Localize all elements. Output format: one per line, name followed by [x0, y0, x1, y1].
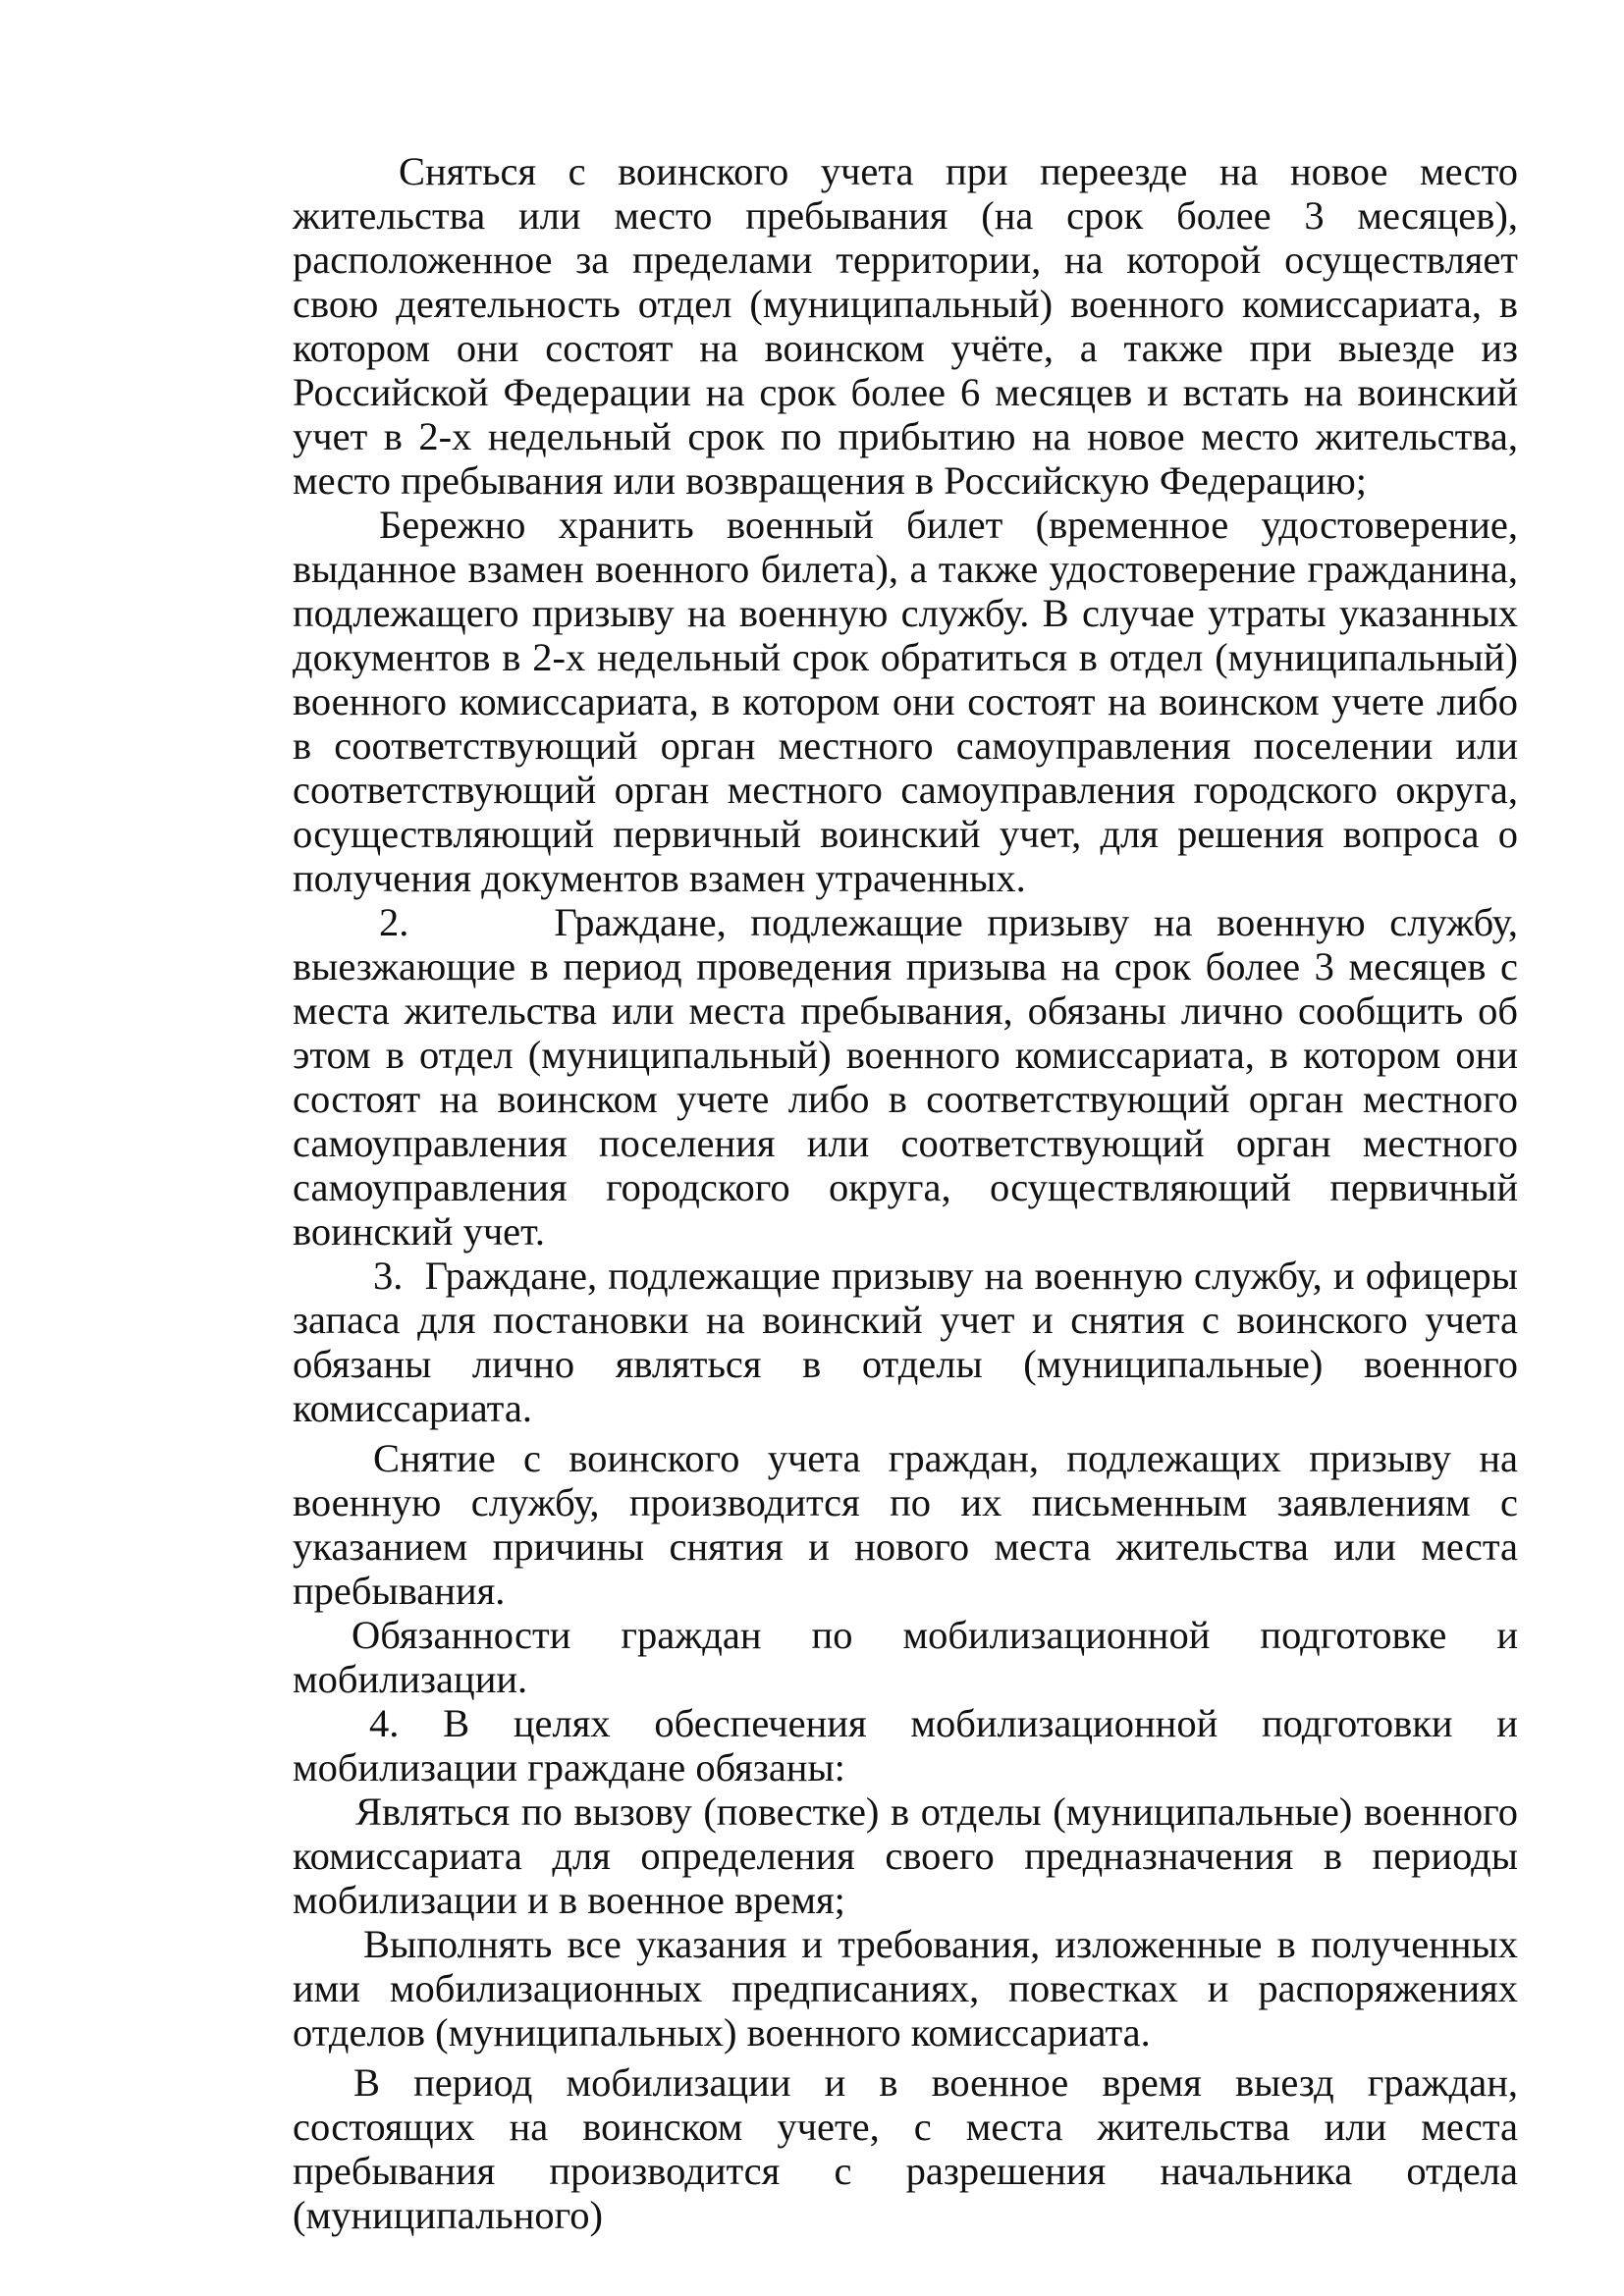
paragraph-keep-military-id: Бережно хранить военный билет (временное удостоверение, выданное взамен военного билета), а также удостоверение гражданина, подлежащего призыву на военную службу. В случае утраты указанных документов в 2-х недельный срок обратиться в отдел (муниципальный) военного комиссариата, в котором они состоят на воинском учете либо в соответствующий орган местного самоуправления поселении или соответствующий орган местного самоуправления городского округа, осуществляющий первичный воинский учет, для решения вопроса о получения документов взамен утраченных.: [293, 503, 1518, 900]
paragraph-follow-instructions: Выполнять все указания и требования, изложенные в полученных ими мобилизационных предписаниях, повестках и распоряжениях отделов (муниципальных) военного комиссариата.: [293, 1922, 1518, 2055]
paragraph-mobilization-duties-heading: Обязанности граждан по мобилизационной подготовке и мобилизации.: [293, 1613, 1518, 1701]
document-page: [293, 149, 1518, 2237]
paragraph-wartime-departure: В период мобилизации и в военное время выезд граждан, состоящих на воинском учете, с места жительства или места пребывания производится с разрешения начальника отдела (муниципального): [293, 2060, 1518, 2237]
paragraph-item-4-mobilization-duties: 4. В целях обеспечения мобилизационной подготовки и мобилизации граждане обязаны:: [293, 1701, 1518, 1789]
paragraph-deregistration-on-relocation: Сняться с воинского учета при переезде на новое место жительства или место пребывания (на срок более 3 месяцев), расположенное за пределами территории, на которой осуществляет свою деятельность отдел (муниципальный) военного комиссариата, в котором они состоят на воинском учёте, а также при выезде из Российской Федерации на срок более 6 месяцев и встать на воинский учет в 2-х недельный срок по прибытию на новое место жительства, место пребывания или возвращения в Российскую Федерацию;: [293, 149, 1518, 503]
paragraph-item-3-personal-appearance: 3. Граждане, подлежащие призыву на военную службу, и офицеры запаса для постановки на воинский учет и снятия с воинского учета обязаны лично являться в отделы (муниципальные) военного комиссариата.: [293, 1254, 1518, 1430]
paragraph-item-2-conscripts-departure: 2. Граждане, подлежащие призыву на военную службу, выезжающие в период проведения призыва на срок более 3 месяцев с места жительства или места пребывания, обязаны лично сообщить об этом в отдел (муниципальный) военного комиссариата, в котором они состоят на воинском учете либо в соответствующий орган местного самоуправления поселения или соответствующий орган местного самоуправления городского округа, осуществляющий первичный воинский учет.: [293, 900, 1518, 1254]
paragraph-appear-on-summons: Являться по вызову (повестке) в отделы (муниципальные) военного комиссариата для определения своего предназначения в периоды мобилизации и в военное время;: [293, 1789, 1518, 1922]
paragraph-deregistration-by-application: Снятие с воинского учета граждан, подлежащих призыву на военную службу, производится по их письменным заявлениям с указанием причины снятия и нового места жительства или места пребывания.: [293, 1436, 1518, 1613]
